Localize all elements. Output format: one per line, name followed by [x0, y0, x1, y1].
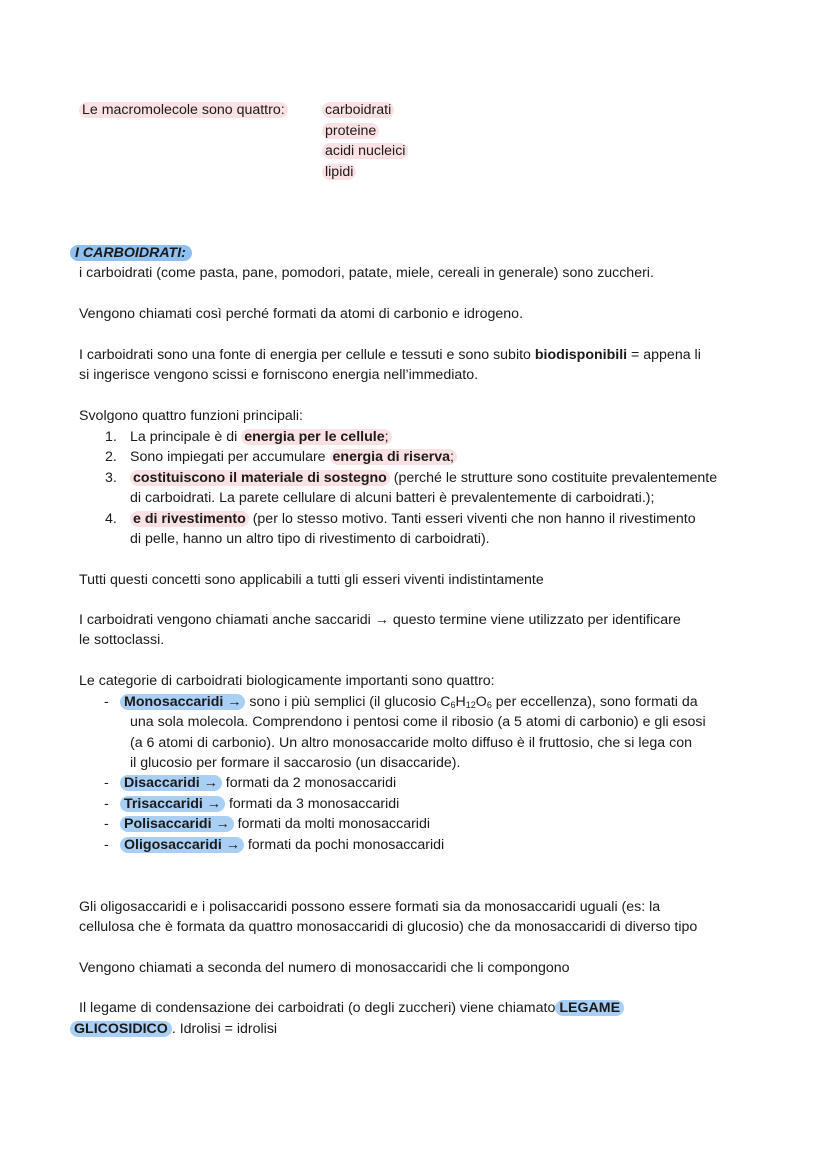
- macromolecules-intro: [79, 100, 288, 120]
- paragraph-1: i carboidrati (come pasta, pane, pomodori, patate, miele, cereali in generale) sono zuccheri.: [79, 265, 654, 281]
- functions-intro: Svolgono quattro funzioni principali:: [79, 408, 303, 424]
- categories-intro: Le categorie di carboidrati biologicamente importanti sono quattro:: [79, 673, 495, 689]
- paragraph-7: Vengono chiamati a seconda del numero di monosaccaridi che li compongono: [79, 960, 570, 976]
- macromolecule-item: proteine: [322, 121, 379, 141]
- macromolecule-item: carboidrati: [322, 100, 394, 120]
- macromolecule-item: acidi nucleici: [322, 141, 408, 161]
- section-title: I CARBOIDRATI:: [70, 243, 192, 263]
- paragraph-6: Gli oligosaccaridi e i polisaccaridi possono essere formati sia da monosaccaridi uguali (es: la: [79, 899, 661, 915]
- paragraph-3-cont: si ingerisce vengono scissi e forniscono energia nell’immediato.: [79, 367, 479, 383]
- paragraph-8-cont: GLICOSIDICO . Idrolisi = idrolisi: [70, 1019, 277, 1039]
- paragraph-8: Il legame di condensazione dei carboidrati (o degli zuccheri) viene chiamato LEGAME: [79, 998, 624, 1018]
- paragraph-5-cont: le sottoclassi.: [79, 632, 165, 648]
- paragraph-2: Vengono chiamati così perché formati da atomi di carbonio e idrogeno.: [79, 306, 524, 322]
- paragraph-6-cont: cellulosa che è formata da quattro monosaccaridi di glucosio) che da monosaccaridi di diverso tipo: [79, 919, 698, 935]
- macromolecule-item: lipidi: [322, 162, 356, 182]
- macromolecules-label: Le macromolecole sono quattro:: [79, 102, 288, 118]
- paragraph-4: Tutti questi concetti sono applicabili a tutti gli esseri viventi indistintamente: [79, 572, 544, 588]
- paragraph-3: I carboidrati sono una fonte di energia per cellule e tessuti e sono subito biodisponibili = appena li: [79, 347, 701, 363]
- paragraph-5: I carboidrati vengono chiamati anche saccaridi → questo termine viene utilizzato per identificare: [79, 612, 681, 628]
